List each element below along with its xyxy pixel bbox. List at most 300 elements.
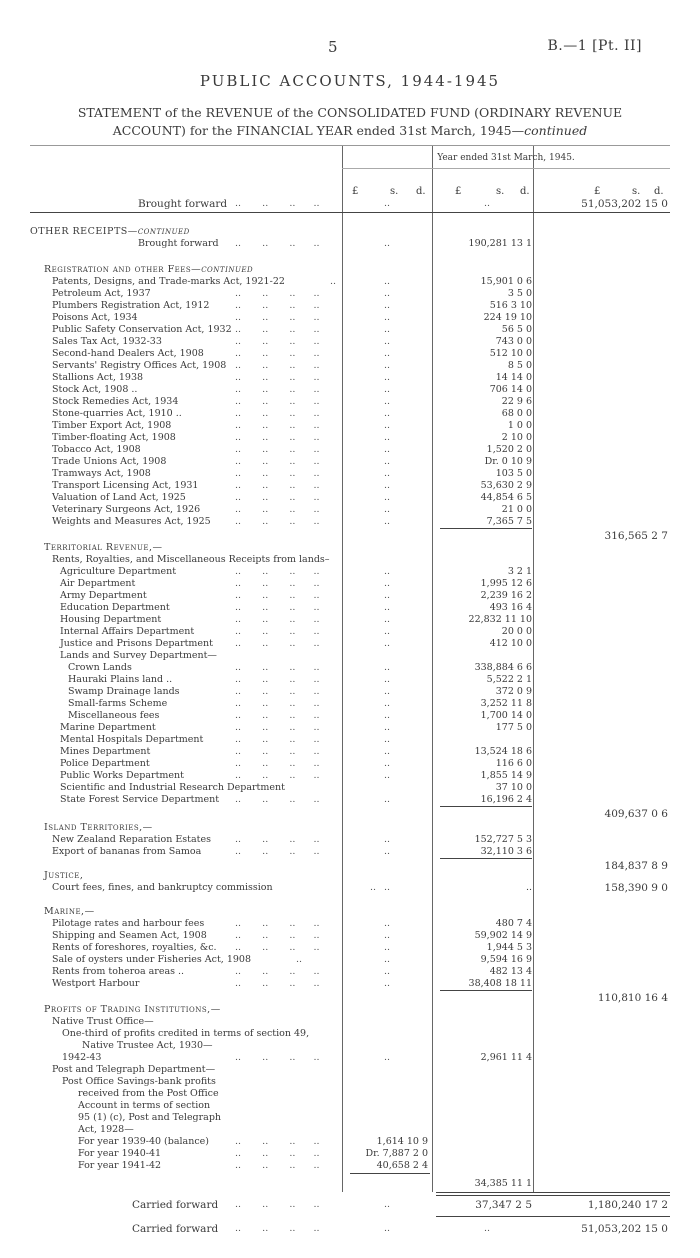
leader-dots: .. .. .. .. — [235, 1052, 320, 1063]
ledger-row — [0, 650, 700, 662]
leader-dots: .. .. .. .. — [235, 966, 320, 977]
leader-dots: .. .. .. .. — [235, 396, 320, 407]
leader-dots: .. — [384, 360, 391, 371]
row-label: Account in terms of section — [78, 1100, 211, 1111]
leader-dots: .. .. .. .. — [235, 770, 320, 781]
leader-dots: .. — [384, 480, 391, 491]
ledger-row — [0, 1016, 700, 1028]
row-label: Court fees, fines, and bankruptcy commission — [52, 882, 273, 893]
ledger-row — [0, 722, 700, 734]
ledger-row — [0, 626, 700, 638]
row-label: Mines Department — [60, 746, 151, 757]
ledger-row — [0, 834, 700, 846]
amount-c2: 706 14 0 — [489, 384, 532, 395]
col2-shilling-unit: s. — [496, 186, 505, 197]
row-label: Profits of Trading Institutions,— — [44, 1004, 221, 1015]
row-label: 95 (1) (c), Post and Telegraph — [78, 1112, 222, 1123]
brought-forward-top — [0, 198, 700, 210]
amount-c2: 16,196 2 4 — [480, 794, 532, 805]
row-label: Plumbers Registration Act, 1912 — [52, 300, 210, 311]
ledger-row — [0, 408, 700, 420]
subtotal-rule — [440, 858, 532, 859]
row-label: Swamp Drainage lands — [68, 686, 180, 697]
ledger-row — [0, 930, 700, 942]
row-label: Rents, Royalties, and Miscellaneous Receipts from lands– — [52, 554, 330, 565]
row-label: Justice and Prisons Department — [60, 638, 213, 649]
ledger-row — [0, 238, 700, 250]
ledger-row — [0, 1160, 700, 1172]
row-label: Veterinary Surgeons Act, 1926 — [52, 504, 201, 515]
ledger-row — [0, 1076, 700, 1088]
row-label: Registration and other Fees—continued — [44, 264, 254, 275]
series-reference: B.—1 [Pt. II] — [547, 38, 642, 54]
amount-c3: 316,565 2 7 — [604, 530, 668, 542]
leader-dots: .. .. .. .. — [235, 432, 320, 443]
leader-dots: .. .. .. .. — [235, 626, 320, 637]
amount-c2: 152,727 5 3 — [474, 834, 532, 845]
row-label: Island Territories,— — [44, 822, 153, 833]
leader-dots: .. — [296, 954, 303, 965]
leader-dots: .. — [384, 408, 391, 419]
row-label: Army Department — [60, 590, 147, 601]
ledger-row — [0, 782, 700, 794]
row-label: Timber-floating Act, 1908 — [52, 432, 176, 443]
amount-c2: 1,855 14 9 — [480, 770, 532, 781]
leader-dots: .. — [384, 846, 391, 857]
leader-dots: .. .. .. .. — [235, 324, 320, 335]
ledger-row — [0, 530, 700, 542]
row-label: Post Office Savings-bank profits — [62, 1076, 216, 1087]
top-rule — [30, 212, 670, 213]
leader-dots: .. .. .. .. — [235, 638, 320, 649]
leader-dots: .. — [384, 794, 391, 805]
amount-c1: 1,614 10 9 — [376, 1136, 428, 1147]
ledger-row — [0, 1052, 700, 1064]
col3-pound-unit: £ — [594, 186, 601, 197]
page-header — [0, 38, 700, 58]
leader-dots: .. .. .. .. — [235, 686, 320, 697]
amount-c2: 2,239 16 2 — [480, 590, 532, 601]
leader-dots: .. .. .. .. — [235, 590, 320, 601]
amount-c2: 8 5 0 — [507, 360, 532, 371]
leader-dots: .. — [384, 566, 391, 577]
leader-dots: .. .. .. .. — [235, 662, 320, 673]
amount-c2: 177 5 0 — [495, 722, 532, 733]
leader-dots: .. .. .. .. — [235, 420, 320, 431]
carried-forward-label-2: Carried forward — [132, 1223, 219, 1235]
leader-dots: .. .. .. .. — [235, 1160, 320, 1171]
ledger-row — [0, 1064, 700, 1076]
amount-c2: 372 0 9 — [495, 686, 532, 697]
row-label: Rents of foreshores, royalties, &c. — [52, 942, 217, 953]
amount-c2: 20 0 0 — [501, 626, 532, 637]
subtotal-rule — [350, 1173, 430, 1174]
ledger-row — [0, 1040, 700, 1052]
leader-dots: .. .. .. .. — [235, 336, 320, 347]
leader-dots: .. .. .. .. — [235, 566, 320, 577]
ledger-row — [0, 492, 700, 504]
ledger-row — [0, 1004, 700, 1016]
leader-dots: .. — [384, 468, 391, 479]
leader-dots: .. — [484, 198, 491, 209]
row-label: Petroleum Act, 1937 — [52, 288, 151, 299]
row-label: Internal Affairs Department — [60, 626, 195, 637]
ledger-row — [0, 846, 700, 858]
leader-dots: .. .. .. .. — [235, 930, 320, 941]
ledger-row — [0, 758, 700, 770]
ledger-row — [0, 516, 700, 528]
leader-dots: .. .. .. .. — [235, 710, 320, 721]
ledger-row — [0, 324, 700, 336]
leader-dots: .. .. .. .. — [235, 288, 320, 299]
ledger-row — [0, 360, 700, 372]
ledger-row — [0, 662, 700, 674]
row-label: Scientific and Industrial Research Department — [60, 782, 285, 793]
row-label-continued: continued — [201, 264, 254, 275]
col2-pence-unit: d. — [520, 186, 530, 197]
ledger-row — [0, 348, 700, 360]
ledger-row — [0, 1100, 700, 1112]
ledger-row — [0, 954, 700, 966]
leader-dots: .. .. .. .. — [235, 360, 320, 371]
amount-c3: 409,637 0 6 — [604, 808, 668, 820]
row-label: OTHER RECEIPTS—continued — [30, 226, 190, 237]
ledger-row — [0, 456, 700, 468]
leader-dots: .. — [384, 312, 391, 323]
ledger-row — [0, 384, 700, 396]
row-label: Timber Export Act, 1908 — [52, 420, 172, 431]
row-label: Air Department — [60, 578, 136, 589]
leader-dots: .. — [384, 504, 391, 515]
amount-c3: 158,390 9 0 — [604, 882, 668, 894]
row-label: Stock Act, 1908 .. — [52, 384, 138, 395]
leader-dots: .. .. .. .. — [235, 348, 320, 359]
ledger-row — [0, 992, 700, 1004]
amount-c2: 743 0 0 — [495, 336, 532, 347]
row-label: Tramways Act, 1908 — [52, 468, 151, 479]
leader-dots: .. — [384, 336, 391, 347]
ledger-row — [0, 746, 700, 758]
ledger-row — [0, 638, 700, 650]
row-label: For year 1940-41 — [78, 1148, 162, 1159]
amount-c2: 3 2 1 — [507, 566, 532, 577]
row-label: Housing Department — [60, 614, 162, 625]
leader-dots: .. .. .. .. — [235, 834, 320, 845]
leader-dots: .. — [384, 492, 391, 503]
row-label: Miscellaneous fees — [68, 710, 160, 721]
amount-c2: 9,594 16 9 — [480, 954, 532, 965]
row-label: Second-hand Dealers Act, 1908 — [52, 348, 204, 359]
leader-dots: .. .. .. .. — [235, 468, 320, 479]
brought-forward-total: 51,053,202 15 0 — [581, 198, 668, 210]
leader-dots: .. — [384, 276, 391, 287]
leader-dots: .. — [384, 722, 391, 733]
leader-dots: .. — [384, 614, 391, 625]
row-label: Poisons Act, 1934 — [52, 312, 138, 323]
col3-pence-unit: d. — [654, 186, 664, 197]
carried-forward-total: 51,053,202 15 0 — [581, 1223, 668, 1235]
ledger-row — [0, 906, 700, 918]
leader-dots: .. .. .. .. — [235, 794, 320, 805]
leader-dots: .. — [384, 324, 391, 335]
amount-c2: 37 10 0 — [495, 782, 532, 793]
leader-dots: .. .. .. .. — [235, 746, 320, 757]
leader-dots: .. — [384, 882, 391, 893]
leader-dots: .. — [370, 882, 377, 893]
amount-c2: 1,995 12 6 — [480, 578, 532, 589]
statement-line-1: STATEMENT of the REVENUE of the CONSOLIDATED FUND (ORDINARY REVENUE — [77, 105, 623, 120]
header-rule — [30, 145, 670, 146]
ledger-row — [0, 602, 700, 614]
row-label: Sales Tax Act, 1932-33 — [52, 336, 162, 347]
leader-dots: .. — [384, 746, 391, 757]
amount-c2: 2 10 0 — [501, 432, 532, 443]
year-header-rule — [342, 168, 670, 169]
leader-dots: .. — [484, 1223, 491, 1234]
amount-c2: 1,700 14 0 — [480, 710, 532, 721]
amount-c2: 338,884 6 6 — [474, 662, 532, 673]
leader-dots: .. .. .. .. — [235, 978, 320, 989]
amount-c2: 15,901 0 6 — [480, 276, 532, 287]
amount-c2: 13,524 18 6 — [474, 746, 532, 757]
amount-c2: 1 0 0 — [507, 420, 532, 431]
statement-continued: continued — [524, 123, 588, 138]
ledger-row — [0, 918, 700, 930]
ledger-row — [0, 432, 700, 444]
leader-dots: .. — [384, 372, 391, 383]
amount-c2: 116 6 0 — [495, 758, 532, 769]
ledger-row — [0, 1112, 700, 1124]
row-label: Stallions Act, 1938 — [52, 372, 144, 383]
subtotal-rule — [440, 806, 532, 807]
amount-c2: 2,961 11 4 — [480, 1052, 532, 1063]
ledger-row — [0, 312, 700, 324]
ledger-row — [0, 710, 700, 722]
row-label: 1942-43 — [62, 1052, 102, 1063]
leader-dots: .. — [384, 942, 391, 953]
row-label: Transport Licensing Act, 1931 — [52, 480, 199, 491]
leader-dots: .. .. .. .. — [235, 312, 320, 323]
row-label: Rents from toheroa areas .. — [52, 966, 185, 977]
ledger-row — [0, 264, 700, 276]
amount-c2: 516 3 10 — [489, 300, 532, 311]
leader-dots: .. .. .. .. — [235, 444, 320, 455]
ledger-row — [0, 1148, 700, 1160]
amount-c2: 32,110 3 6 — [480, 846, 532, 857]
leader-dots: .. .. .. .. — [235, 846, 320, 857]
amount-c2: 224 19 10 — [483, 312, 532, 323]
leader-dots: .. — [384, 432, 391, 443]
row-label: Act, 1928— — [78, 1124, 134, 1135]
ledger-row — [0, 698, 700, 710]
ledger-row — [0, 542, 700, 554]
row-label: Education Department — [60, 602, 170, 613]
amount-c2: Dr. 0 10 9 — [484, 456, 532, 467]
leader-dots: .. .. .. .. — [235, 722, 320, 733]
leader-dots: .. — [384, 1199, 391, 1210]
leader-dots: .. — [384, 444, 391, 455]
leader-dots: .. — [384, 602, 391, 613]
col1-shilling-unit: s. — [390, 186, 399, 197]
ledger-row — [0, 554, 700, 566]
leader-dots: .. — [384, 578, 391, 589]
leader-dots: .. .. .. .. — [235, 1199, 320, 1210]
ledger-row — [0, 674, 700, 686]
col1-pound-unit: £ — [352, 186, 359, 197]
leader-dots: .. — [384, 626, 391, 637]
statement-heading — [30, 104, 670, 140]
statement-line-2-text: ACCOUNT) for the FINANCIAL YEAR ended 31st March, 1945— — [112, 123, 525, 138]
ledger-row — [0, 468, 700, 480]
amount-c2: 68 0 0 — [501, 408, 532, 419]
amount-c2: 103 5 0 — [495, 468, 532, 479]
amount-c2: 190,281 13 1 — [468, 238, 532, 249]
leader-dots: .. .. .. .. — [235, 238, 320, 249]
leader-dots: .. — [384, 1052, 391, 1063]
row-label: Public Works Department — [60, 770, 184, 781]
ledger-row — [0, 794, 700, 806]
leader-dots: .. — [384, 420, 391, 431]
ledger-row — [0, 578, 700, 590]
amount-c2: 512 10 0 — [489, 348, 532, 359]
row-label: Stone-quarries Act, 1910 .. — [52, 408, 182, 419]
row-label: Export of bananas from Samoa — [52, 846, 202, 857]
leader-dots: .. .. .. .. — [235, 1148, 320, 1159]
carried-rule — [436, 1192, 670, 1196]
row-label: Lands and Survey Department— — [60, 650, 217, 661]
col1-pence-unit: d. — [416, 186, 426, 197]
row-label: Weights and Measures Act, 1925 — [52, 516, 211, 527]
carried-rule-2 — [436, 1216, 670, 1217]
ledger-row — [0, 226, 700, 238]
amount-c3: 184,837 8 9 — [604, 860, 668, 872]
ledger-row — [0, 566, 700, 578]
row-label: For year 1939-40 (balance) — [78, 1136, 209, 1147]
leader-dots: .. — [384, 918, 391, 929]
ledger-row — [0, 942, 700, 954]
year-header: Year ended 31st March, 1945. — [437, 153, 575, 163]
row-label: Hauraki Plains land .. — [68, 674, 173, 685]
amount-c2: 412 10 0 — [489, 638, 532, 649]
leader-dots: .. .. .. .. — [235, 516, 320, 527]
amount-c2: 482 13 4 — [489, 966, 532, 977]
amount-c2: 38,408 18 11 — [468, 978, 532, 989]
leader-dots: .. — [384, 300, 391, 311]
row-label: Tobacco Act, 1908 — [52, 444, 141, 455]
amount-c2: 22 9 6 — [501, 396, 532, 407]
row-label: Small-farms Scheme — [68, 698, 168, 709]
leader-dots: .. .. .. .. — [235, 602, 320, 613]
ledger-row — [0, 288, 700, 300]
row-label: Trade Unions Act, 1908 — [52, 456, 167, 467]
row-label: Brought forward — [138, 238, 219, 249]
ledger-row — [0, 276, 700, 288]
leader-dots: .. — [384, 590, 391, 601]
row-label: Mental Hospitals Department — [60, 734, 204, 745]
amount-c2: 480 7 4 — [495, 918, 532, 929]
row-label-continued: continued — [137, 226, 190, 237]
carried-forward-row-2 — [0, 1223, 700, 1235]
leader-dots: .. — [384, 758, 391, 769]
ledger-row — [0, 822, 700, 834]
row-label: Servants' Registry Offices Act, 1908 — [52, 360, 227, 371]
amount-c2: 56 5 0 — [501, 324, 532, 335]
leader-dots: .. .. .. .. — [235, 504, 320, 515]
row-label: State Forest Service Department — [60, 794, 220, 805]
subtotal-rule — [440, 528, 532, 529]
leader-dots: .. .. .. .. — [235, 1223, 320, 1234]
amount-c2: 3 5 0 — [507, 288, 532, 299]
ledger-row — [0, 1124, 700, 1136]
row-label: Police Department — [60, 758, 150, 769]
amount-c2: .. — [525, 882, 532, 893]
leader-dots: .. — [384, 198, 391, 209]
carried-forward-col2: 37,347 2 5 — [475, 1199, 532, 1211]
ledger-row — [0, 336, 700, 348]
leader-dots: .. .. .. .. — [235, 372, 320, 383]
amount-c2: 34,385 11 1 — [474, 1178, 532, 1189]
leader-dots: .. — [384, 238, 391, 249]
leader-dots: .. — [384, 930, 391, 941]
leader-dots: .. — [384, 978, 391, 989]
leader-dots: .. .. .. .. — [235, 198, 320, 209]
amount-c2: 44,854 6 5 — [480, 492, 532, 503]
leader-dots: .. — [330, 276, 337, 287]
row-label: Stock Remedies Act, 1934 — [52, 396, 179, 407]
leader-dots: .. .. .. .. — [235, 758, 320, 769]
row-label: Valuation of Land Act, 1925 — [52, 492, 186, 503]
row-label: One-third of profits credited in terms of section 49, — [62, 1028, 310, 1039]
amount-c2: 59,902 14 9 — [474, 930, 532, 941]
document-title: PUBLIC ACCOUNTS, 1944-1945 — [199, 72, 501, 90]
subtotal-rule — [440, 990, 532, 991]
amount-c2: 1,944 5 3 — [486, 942, 532, 953]
row-label: Marine,— — [44, 906, 95, 917]
amount-c2: 7,365 7 5 — [486, 516, 532, 527]
ledger-row — [0, 1178, 700, 1190]
leader-dots: .. .. .. .. — [235, 456, 320, 467]
row-label: Justice, — [44, 870, 84, 881]
carried-forward-label: Carried forward — [132, 1199, 219, 1211]
row-label: Public Safety Conservation Act, 1932 — [52, 324, 232, 335]
ledger-row — [0, 614, 700, 626]
amount-c2: 21 0 0 — [501, 504, 532, 515]
row-label: Native Trustee Act, 1930— — [82, 1040, 213, 1051]
amount-c1: 40,658 2 4 — [376, 1160, 428, 1171]
ledger-row — [0, 444, 700, 456]
col2-pound-unit: £ — [455, 186, 462, 197]
ledger-row — [0, 870, 700, 882]
leader-dots: .. — [384, 396, 391, 407]
row-label: For year 1941-42 — [78, 1160, 162, 1171]
leader-dots: .. .. .. .. — [235, 698, 320, 709]
ledger-row — [0, 372, 700, 384]
leader-dots: .. — [384, 698, 391, 709]
ledger-row — [0, 808, 700, 820]
ledger-row — [0, 1088, 700, 1100]
amount-c2: 493 16 4 — [489, 602, 532, 613]
carried-forward-row-1 — [0, 1199, 700, 1211]
ledger-row — [0, 770, 700, 782]
leader-dots: .. — [384, 516, 391, 527]
leader-dots: .. — [384, 662, 391, 673]
row-label: Post and Telegraph Department— — [52, 1064, 216, 1075]
leader-dots: .. .. .. .. — [235, 492, 320, 503]
row-label: Marine Department — [60, 722, 156, 733]
leader-dots: .. — [384, 954, 391, 965]
amount-c2: 5,522 2 1 — [486, 674, 532, 685]
brought-forward-label: Brought forward — [138, 198, 228, 210]
